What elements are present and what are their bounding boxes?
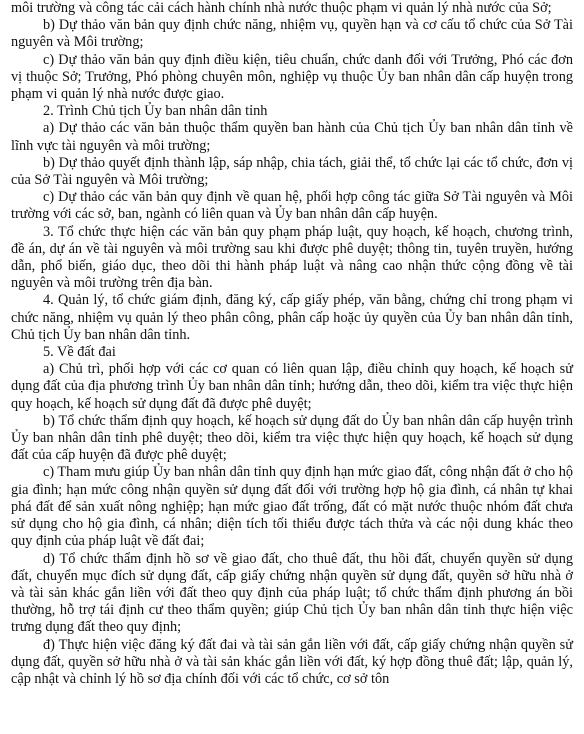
section-4: 4. Quản lý, tổ chức giám định, đăng ký, cấp giấy phép, văn bằng, chứng chỉ trong phạm vi chức năng, nhiệm vụ quản lý theo phân công, phân cấp hoặc ủy quyền của Ủy ban nhân dân tỉnh, Chủ tịch Ủy ban nhân dân tỉnh. xyxy=(11,292,573,343)
section-heading-5: 5. Về đất đai xyxy=(43,344,116,361)
paragraph-5a: a) Chủ trì, phối hợp với các cơ quan có liên quan lập, điều chỉnh quy hoạch, kế hoạch sử dụng đất của địa phương trình Ủy ban nhân dân tỉnh; hướng dẫn, theo dõi, kiểm tra việc thực hiện quy hoạch, kế hoạch sử dụng đất đã được phê duyệt; xyxy=(11,361,573,412)
paragraph-5dd: đ) Thực hiện việc đăng ký đất đai và tài sản gắn liền với đất, cấp giấy chứng nhận quyền sử dụng đất, quyền sở hữu nhà ở và tài sản khác gắn liền với đất, ký hợp đồng thuê đất; lập, quản lý, cập nhật và chỉnh lý hồ sơ địa chính đối với các tổ chức, cơ sở tôn xyxy=(11,636,573,687)
section-3: 3. Tổ chức thực hiện các văn bản quy phạm pháp luật, quy hoạch, kế hoạch, chương trình, đề án, dự án về tài nguyên và môi trường sau khi được phê duyệt; thông tin, tuyên truyền, hướng dẫn, phổ biến, giáo dục, theo dõi thi hành pháp luật và nâng cao nhận thức cộng đồng về tài nguyên và môi trường trên địa bàn. xyxy=(11,223,573,292)
document-page xyxy=(11,0,573,688)
paragraph-2c: c) Dự thảo các văn bản quy định về quan hệ, phối hợp công tác giữa Sở Tài nguyên và Môi trường với các sở, ban, ngành có liên quan và Ủy ban nhân dân cấp huyện. xyxy=(11,189,573,223)
paragraph-5c: c) Tham mưu giúp Ủy ban nhân dân tỉnh quy định hạn mức giao đất, công nhận đất ở cho hộ gia đình; hạn mức công nhận quyền sử dụng đất đối với trường hợp hộ gia đình, cá nhân tự khai phá đất để sản xuất nông nghiệp; hạn mức giao đất trống, đất có mặt nước thuộc nhóm đất chưa sử dụng cho hộ gia đình, cá nhân; diện tích tối thiểu được tách thửa và các nội dung khác theo quy định của pháp luật về đất đai; xyxy=(11,464,573,550)
paragraph-continuation: môi trường và công tác cải cách hành chính nhà nước thuộc phạm vi quản lý nhà nước của Sở; xyxy=(11,0,552,16)
paragraph-2b: b) Dự thảo quyết định thành lập, sáp nhập, chia tách, giải thể, tổ chức lại các tổ chức, đơn vị của Sở Tài nguyên và Môi trường; xyxy=(11,154,573,189)
paragraph-5d: d) Tổ chức thẩm định hồ sơ về giao đất, cho thuê đất, thu hồi đất, chuyển quyền sử dụng đất, chuyển mục đích sử dụng đất, cấp giấy chứng nhận quyền sử dụng đất, quyền sở hữu nhà ở và tài sản khác gắn liền với đất theo quy định của pháp luật; tổ chức thẩm định phương án bồi thường, hỗ trợ tái định cư theo thẩm quyền; giúp Chủ tịch Ủy ban nhân dân tỉnh thực hiện việc trưng dụng đất theo quy định; xyxy=(11,550,573,636)
paragraph-2a: a) Dự thảo các văn bản thuộc thẩm quyền ban hành của Chủ tịch Ủy ban nhân dân tỉnh về lĩnh vực tài nguyên và môi trường; xyxy=(11,120,573,154)
paragraph-1b: b) Dự thảo văn bản quy định chức năng, nhiệm vụ, quyền hạn và cơ cấu tổ chức của Sở Tài nguyên và Môi trường; xyxy=(11,17,573,51)
paragraph-5b: b) Tổ chức thẩm định quy hoạch, kế hoạch sử dụng đất do Ủy ban nhân dân cấp huyện trình Ủy ban nhân dân tỉnh phê duyệt; theo dõi, kiểm tra việc thực hiện quy hoạch, kế hoạch sử dụng đất của cấp huyện đã được phê duyệt; xyxy=(11,412,573,464)
section-heading-2: 2. Trình Chủ tịch Ủy ban nhân dân tỉnh xyxy=(43,103,268,120)
paragraph-1c: c) Dự thảo văn bản quy định điều kiện, tiêu chuẩn, chức danh đối với Trưởng, Phó các đơn vị thuộc Sở; Trưởng, Phó phòng chuyên môn, nghiệp vụ thuộc Ủy ban nhân dân cấp huyện trong phạm vi quản lý nhà nước được giao. xyxy=(11,51,573,103)
